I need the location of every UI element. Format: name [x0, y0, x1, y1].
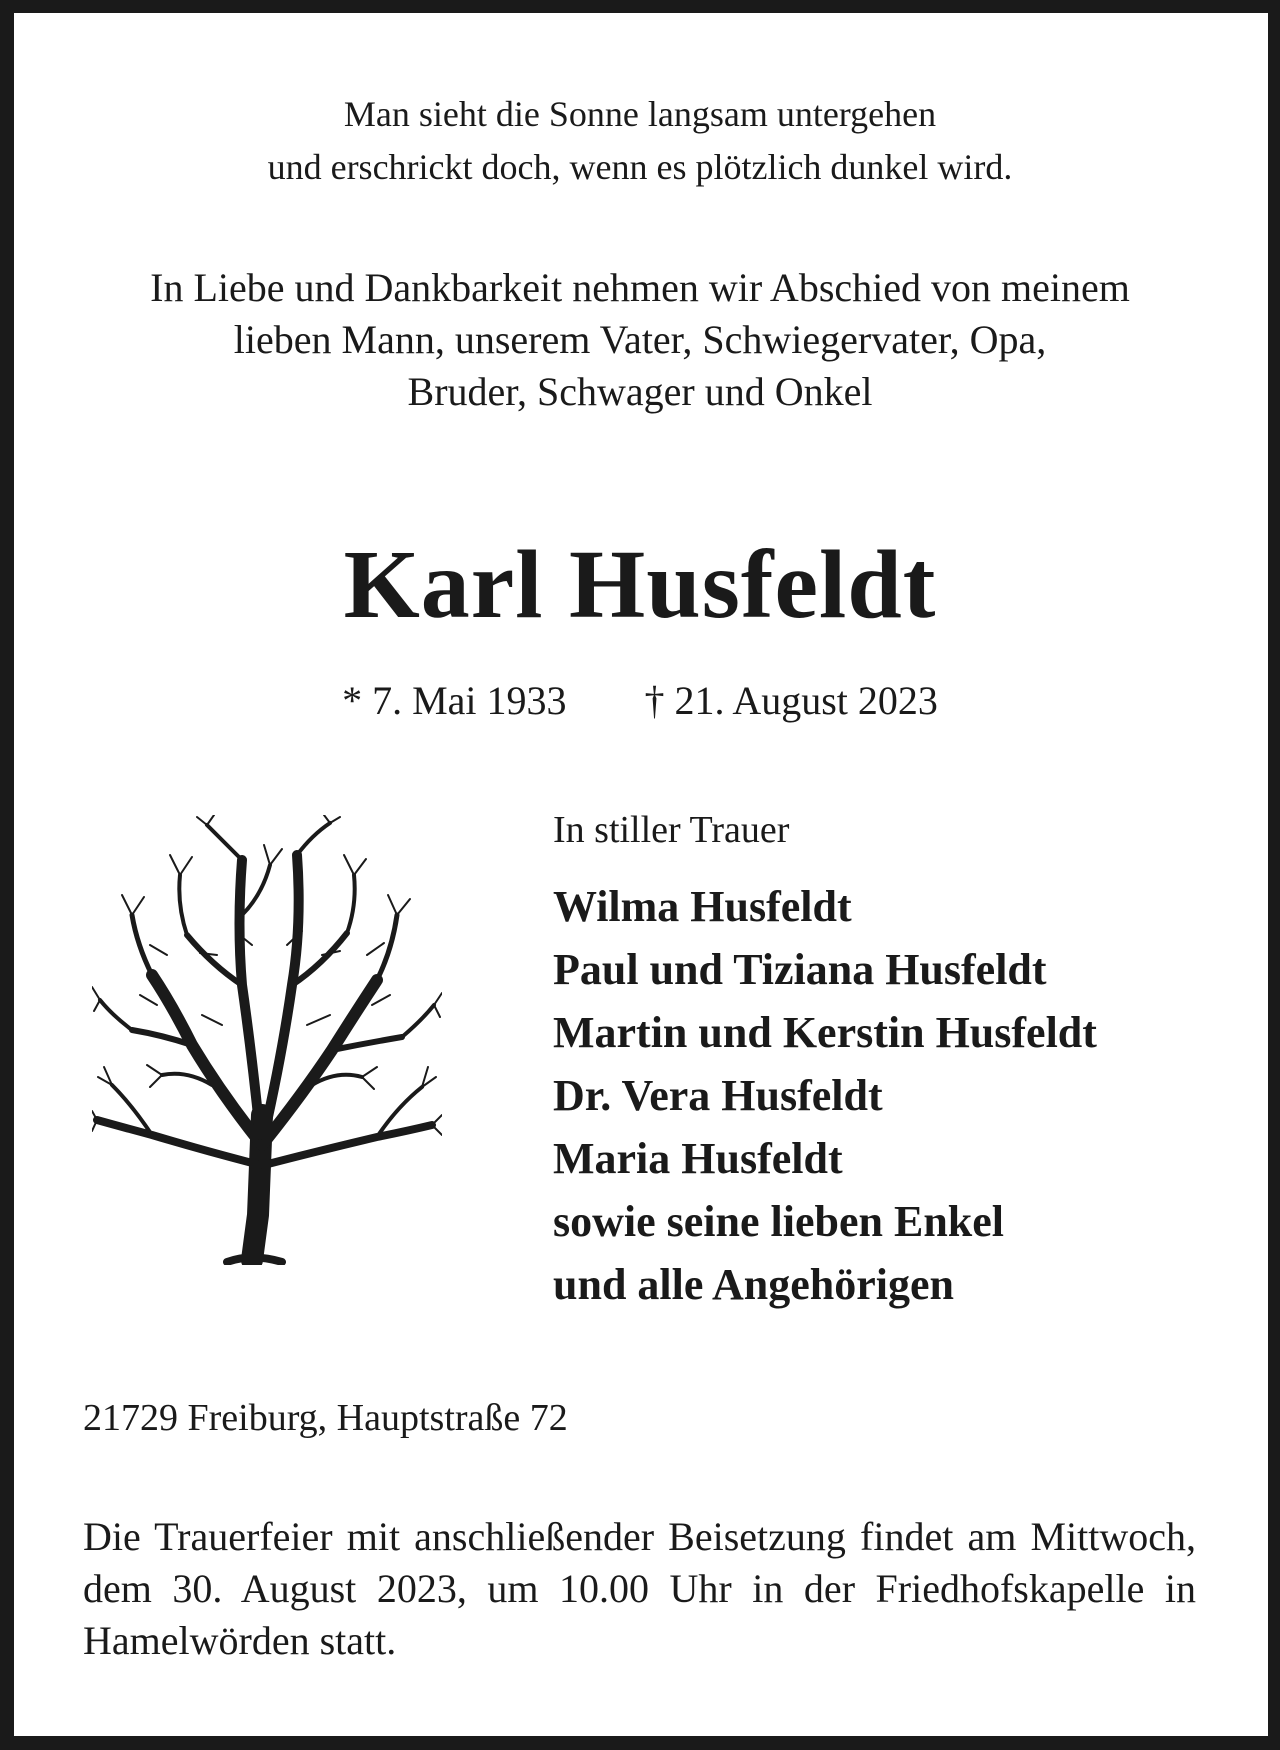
mourner-name: Martin und Kerstin Husfeldt — [553, 1008, 1097, 1057]
mourner-name: Dr. Vera Husfeldt — [553, 1071, 883, 1120]
death-date: † 21. August 2023 — [644, 678, 938, 723]
poem-line: und erschrickt doch, wenn es plötzlich dunkel wird. — [267, 147, 1013, 187]
poem — [0, 88, 1280, 194]
ceremony-details: Die Trauerfeier mit anschließender Beisetzung findet am Mittwoch, dem 30. August 2023, um 10.00 Uhr in der Friedhofskapelle in Hamelwörden statt. — [83, 1514, 1196, 1663]
deceased-name: Karl Husfeldt — [343, 531, 937, 639]
intro-line: Bruder, Schwager und Onkel — [407, 369, 873, 414]
mourner-name: Wilma Husfeldt — [553, 882, 852, 931]
mourner-name: Maria Husfeldt — [553, 1134, 843, 1183]
mourners-block — [553, 805, 1253, 1316]
birth-date: * 7. Mai 1933 — [342, 678, 567, 723]
address: 21729 Freiburg, Hauptstraße 72 — [83, 1397, 568, 1439]
mourners-lead: In stiller Trauer — [553, 809, 790, 851]
intro-text — [0, 262, 1280, 418]
life-dates — [0, 675, 1280, 727]
mourner-name: Paul und Tiziana Husfeldt — [553, 945, 1047, 994]
mourner-name: und alle Angehörigen — [553, 1260, 954, 1309]
mourner-name: sowie seine lieben Enkel — [553, 1197, 1005, 1246]
intro-line: lieben Mann, unserem Vater, Schwiegervater, Opa, — [233, 317, 1047, 362]
bare-tree-icon — [92, 815, 442, 1265]
poem-line: Man sieht die Sonne langsam untergehen — [343, 94, 937, 134]
intro-line: In Liebe und Dankbarkeit nehmen wir Abschied von meinem — [150, 265, 1130, 310]
